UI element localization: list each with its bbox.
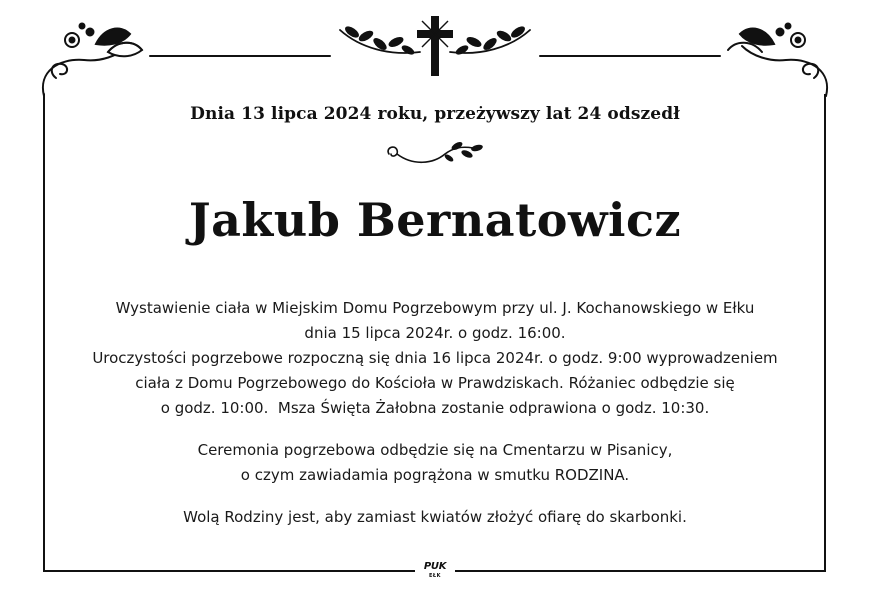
mass-line: o godz. 10:00. Msza Święta Żałobna zostanie odprawiona o godz. 10:30. xyxy=(160,399,710,417)
vine-divider-icon xyxy=(383,140,487,170)
puk-logo-main: PUK xyxy=(423,561,447,572)
procession-line: ciała z Domu Pogrzebowego do Kościoła w Prawdziskach. Różaniec odbędzie się xyxy=(135,374,735,392)
paragraph-gap xyxy=(50,421,820,438)
top-ornament xyxy=(0,0,870,100)
notice-body xyxy=(50,296,820,530)
puk-logo-sub: EŁK xyxy=(428,573,441,579)
cross-with-laurel-icon xyxy=(340,16,530,76)
family-line: o czym zawiadamia pogrążona w smutku RODZINA. xyxy=(240,466,630,484)
viewing-date-line: dnia 15 lipca 2024r. o godz. 16:00. xyxy=(304,324,566,342)
notice-headline: Dnia 13 lipca 2024 roku, przeżywszy lat 24 odszedł xyxy=(190,104,680,124)
deceased-name: Jakub Bernatowicz xyxy=(188,193,682,247)
ceremony-line: Uroczystości pogrzebowe rozpoczną się dnia 16 lipca 2024r. o godz. 9:00 wyprowadzeniem xyxy=(92,349,778,367)
puk-logo xyxy=(415,561,455,585)
donation-line: Wolą Rodziny jest, aby zamiast kwiatów złożyć ofiarę do skarbonki. xyxy=(183,508,687,526)
left-flourish-icon xyxy=(43,24,330,97)
right-flourish-icon xyxy=(540,24,827,97)
viewing-line: Wystawienie ciała w Miejskim Domu Pogrzebowym przy ul. J. Kochanowskiego w Ełku xyxy=(115,299,755,317)
paragraph-gap xyxy=(50,488,820,505)
burial-line: Ceremonia pogrzebowa odbędzie się na Cmentarzu w Pisanicy, xyxy=(197,441,673,459)
